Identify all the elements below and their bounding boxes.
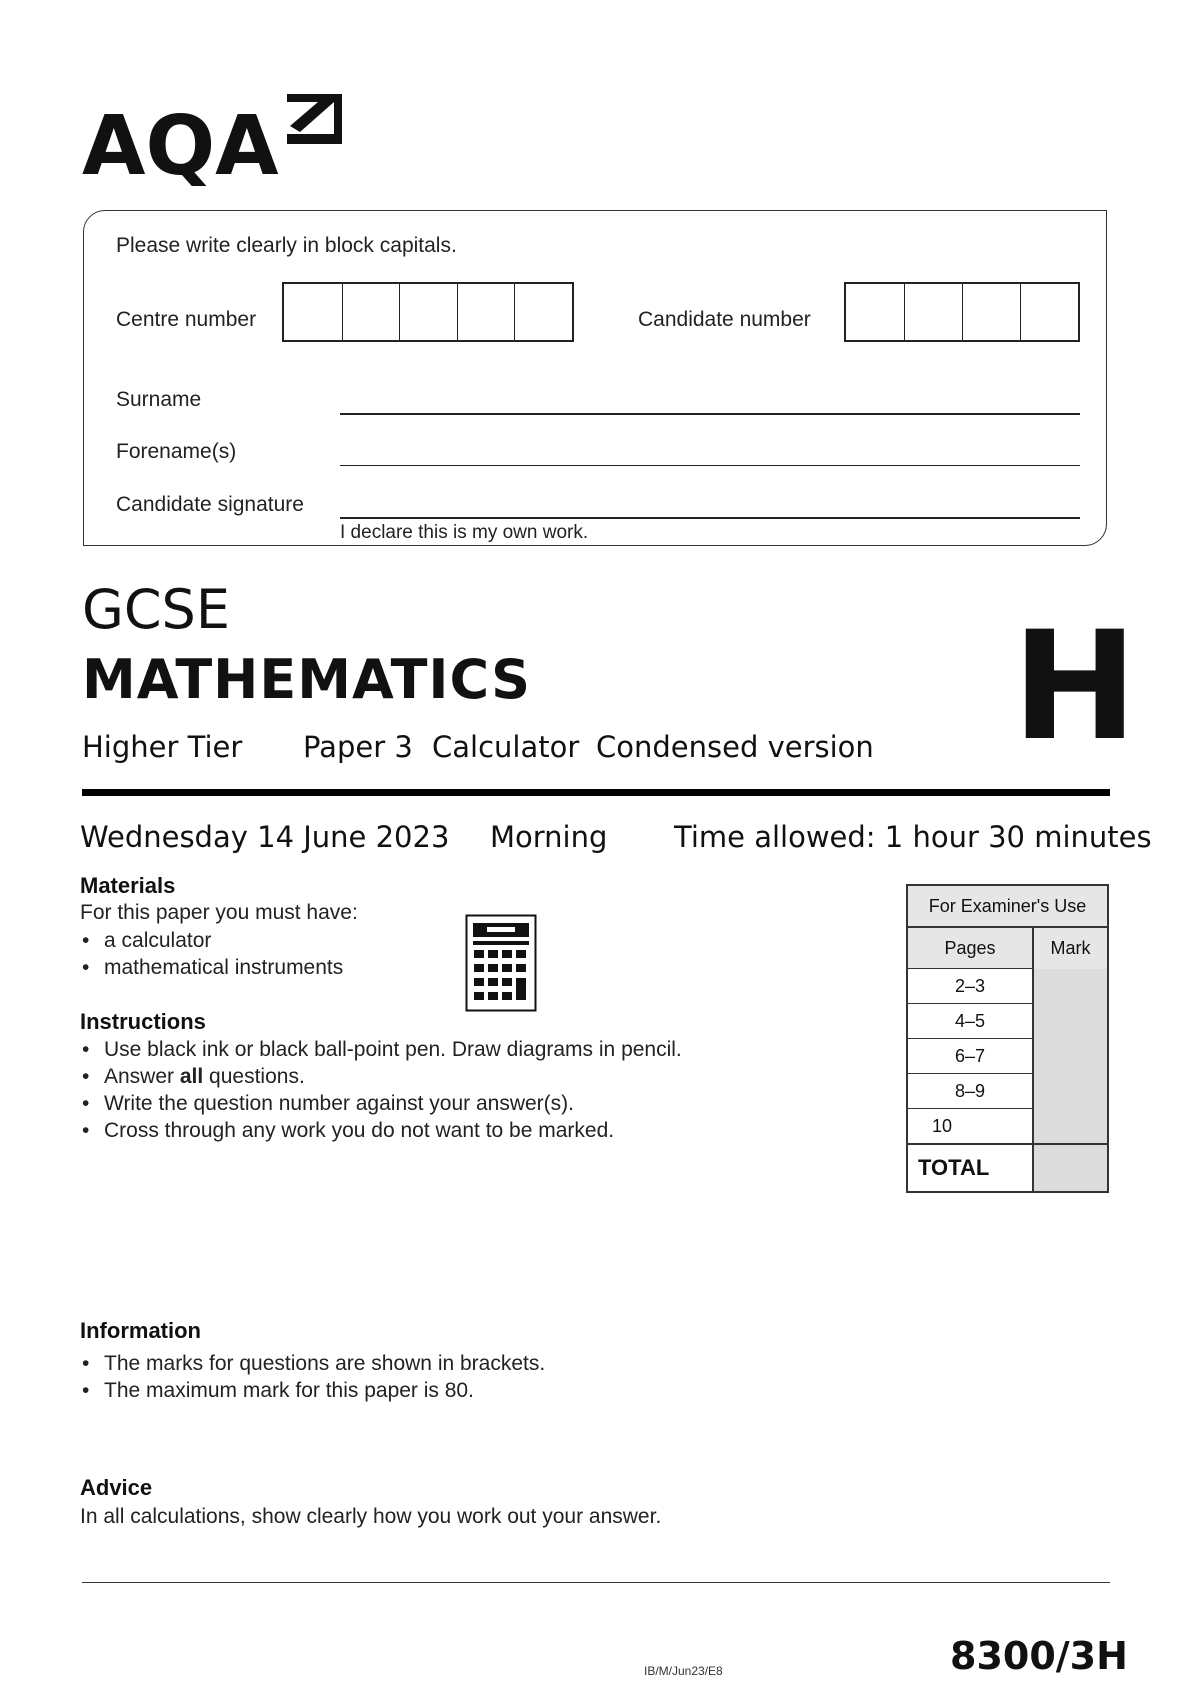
paper-code: 8300/3H xyxy=(950,1634,1128,1678)
forename-line[interactable] xyxy=(340,465,1080,466)
subject-title: MATHEMATICS xyxy=(82,648,532,711)
surname-label: Surname xyxy=(116,388,202,411)
calculator-icon xyxy=(465,914,537,1017)
centre-digit-box[interactable] xyxy=(457,284,515,340)
centre-digit-box[interactable] xyxy=(399,284,457,340)
advice-heading: Advice xyxy=(80,1475,153,1500)
mark-cell xyxy=(1033,1004,1107,1039)
mark-cell xyxy=(1033,1109,1107,1145)
version-label: Condensed version xyxy=(596,730,874,764)
logo-text: AQA xyxy=(82,99,279,186)
qualification-title: GCSE xyxy=(82,578,230,641)
candidate-number-label: Candidate number xyxy=(638,308,811,331)
centre-digit-box[interactable] xyxy=(514,284,572,340)
mark-column-header: Mark xyxy=(1033,927,1107,969)
information-heading: Information xyxy=(80,1318,201,1343)
pages-cell: 4–5 xyxy=(908,1004,1033,1039)
block-capitals-instruction: Please write clearly in block capitals. xyxy=(116,234,457,257)
answer-prefix: Answer xyxy=(104,1065,180,1088)
exam-session: Morning xyxy=(490,820,608,854)
centre-number-boxes[interactable] xyxy=(282,282,574,342)
candidate-number-boxes[interactable] xyxy=(844,282,1080,342)
instructions-heading: Instructions xyxy=(80,1009,206,1034)
candidate-digit-box[interactable] xyxy=(962,284,1020,340)
centre-digit-box[interactable] xyxy=(284,284,342,340)
materials-heading: Materials xyxy=(80,873,176,898)
list-item xyxy=(80,1063,682,1090)
pages-column-header: Pages xyxy=(908,927,1033,969)
answer-suffix: questions. xyxy=(203,1065,305,1088)
mark-cell xyxy=(1033,1074,1107,1109)
footer-divider xyxy=(82,1582,1110,1583)
centre-number-label: Centre number xyxy=(116,308,257,331)
centre-digit-box[interactable] xyxy=(342,284,400,340)
tier-letter: H xyxy=(1012,600,1138,774)
total-mark-cell xyxy=(1033,1144,1107,1191)
advice-text: In all calculations, show clearly how you work out your answer. xyxy=(80,1505,662,1528)
list-item: • Use black ink or black ball-point pen. Draw diagrams in pencil. xyxy=(80,1036,682,1063)
pages-cell: 2–3 xyxy=(908,969,1033,1004)
total-label: TOTAL xyxy=(908,1144,1033,1191)
pages-cell: 8–9 xyxy=(908,1074,1033,1109)
time-allowed: Time allowed: 1 hour 30 minutes xyxy=(674,820,1152,854)
candidate-digit-box[interactable] xyxy=(904,284,962,340)
list-item: • a calculator xyxy=(80,927,343,954)
list-item: • Write the question number against your answer(s). xyxy=(80,1090,682,1117)
signature-label: Candidate signature xyxy=(116,493,304,516)
list-item: • mathematical instruments xyxy=(80,954,343,981)
forename-label: Forename(s) xyxy=(116,440,237,463)
pages-cell: 10 xyxy=(908,1109,1033,1145)
exam-date: Wednesday 14 June 2023 xyxy=(80,820,450,854)
examiners-use-table xyxy=(906,884,1109,1193)
mark-cell xyxy=(1033,1039,1107,1074)
tier-label: Higher Tier xyxy=(82,730,243,764)
surname-line[interactable] xyxy=(340,413,1080,415)
paper-reference: IB/M/Jun23/E8 xyxy=(644,1664,723,1678)
declaration-text: I declare this is my own work. xyxy=(340,522,589,543)
pages-cell: 6–7 xyxy=(908,1039,1033,1074)
signature-line[interactable] xyxy=(340,517,1080,519)
candidate-digit-box[interactable] xyxy=(846,284,904,340)
title-divider xyxy=(82,789,1110,796)
instructions-list xyxy=(80,1036,682,1144)
materials-intro: For this paper you must have: xyxy=(80,901,358,924)
aqa-logo-mark-icon xyxy=(82,86,352,186)
aqa-logo xyxy=(82,86,352,186)
list-item: • Cross through any work you do not want to be marked. xyxy=(80,1117,682,1144)
answer-emphasis: all xyxy=(179,1065,204,1088)
list-item: • The maximum mark for this paper is 80. xyxy=(80,1377,545,1404)
mark-cell xyxy=(1033,969,1107,1004)
materials-list xyxy=(80,927,343,981)
examiners-use-heading: For Examiner's Use xyxy=(908,886,1107,927)
candidate-digit-box[interactable] xyxy=(1020,284,1078,340)
information-list xyxy=(80,1350,545,1404)
calculator-label: Calculator xyxy=(432,730,580,764)
paper-number-label: Paper 3 xyxy=(303,730,413,764)
list-item: • The marks for questions are shown in brackets. xyxy=(80,1350,545,1377)
